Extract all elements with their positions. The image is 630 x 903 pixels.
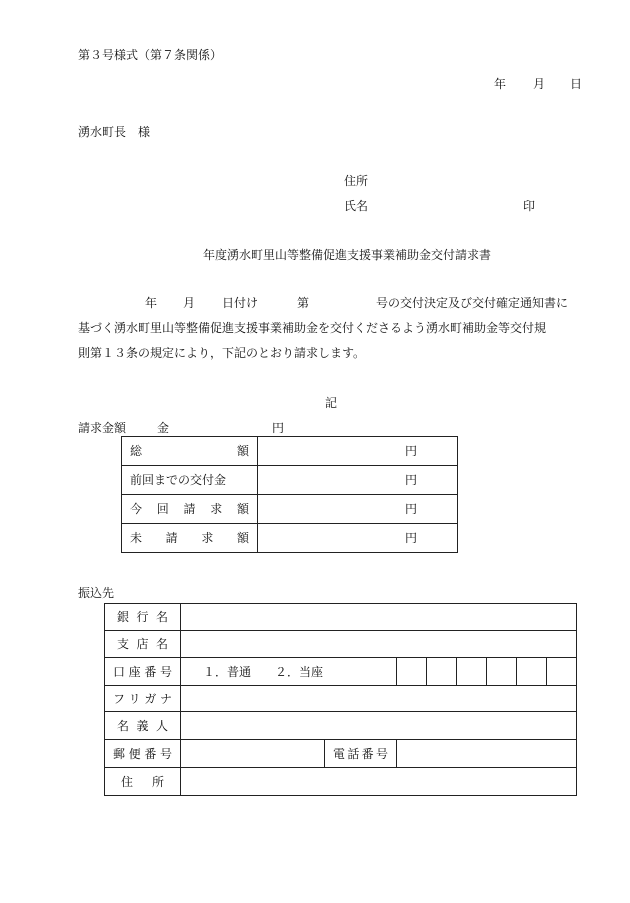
body-line1-rest: 号の交付決定及び交付確定通知書に [376,296,569,310]
document-title: 年度湧水町里山等整備促進支援事業補助金交付請求書 [203,248,492,262]
label-char: 番 [361,746,374,761]
bank-address-label [105,768,181,796]
holder-field[interactable] [181,712,577,740]
account-digit-box[interactable] [397,658,427,686]
label-char: 支 [117,637,130,651]
claim-row-previous [122,466,458,495]
label-char: 求 [201,531,214,545]
body-dai: 第 [297,296,310,310]
body-day: 日付け [222,296,259,310]
label-char: 銀 [117,610,130,624]
phone-field[interactable] [397,740,577,768]
body-year: 年 [145,296,158,310]
account-digit-box[interactable] [457,658,487,686]
furigana-row [105,686,577,712]
bank-table [104,603,577,796]
furigana-field[interactable] [181,686,577,712]
account-digit-box[interactable] [547,658,577,686]
label-char: 額 [236,531,249,545]
ki-label: 記 [325,396,338,410]
date-month-label: 月 [533,77,546,91]
label-char: 名 [155,610,168,624]
label-char: 回 [156,502,169,516]
label-char: 未 [130,531,143,545]
label-char: 義 [136,718,149,733]
body-month: 月 [183,296,196,310]
postal-field[interactable] [181,740,325,768]
label-char: 便 [128,746,141,761]
label-char: 総 [130,444,143,458]
account-digit-box[interactable] [517,658,547,686]
label-char: 今 [130,502,143,516]
label-char: 番 [144,746,157,761]
seal-mark: 印 [523,199,536,213]
label-char: 番 [144,664,157,679]
label-char: 号 [375,746,388,761]
label-char: 所 [151,774,164,789]
branch-row [105,631,577,658]
bank-name-row [105,604,577,631]
claim-table [121,436,458,553]
address-label: 住所 [344,174,369,188]
postal-label [105,740,181,768]
claim-current-amount-field[interactable] [258,495,458,524]
holder-label [105,712,181,740]
bank-address-field[interactable] [181,768,577,796]
account-type-current[interactable]: ２．当座 [275,664,324,679]
claim-amount-label: 請求金額 [78,421,127,435]
label-char: 人 [155,718,168,733]
label-char: 住 [121,774,134,789]
claim-row-current [122,495,458,524]
claim-yen: 円 [272,421,285,435]
bank-name-label [105,604,181,631]
label-char: 名 [155,637,168,651]
postal-phone-row [105,740,577,768]
claim-kin: 金 [157,421,170,435]
phone-label [325,740,397,768]
label-char: 請 [183,502,196,516]
label-char: 額 [236,444,249,458]
label-char: 店 [136,637,149,651]
label-char: 額 [236,502,249,516]
bank-name-field[interactable] [181,604,577,631]
label-char: ガ [144,691,157,706]
account-number-label [105,658,181,686]
branch-label [105,631,181,658]
account-digit-box[interactable] [427,658,457,686]
label-char: リ [128,691,141,706]
claim-unclaimed-amount-field[interactable] [258,524,458,553]
holder-row [105,712,577,740]
yen-unit: 円 [404,531,417,545]
claim-row-label [122,495,258,524]
label-char: 座 [128,664,141,679]
claim-row-label [122,466,258,495]
label-char: 求 [210,502,223,516]
body-line2: 基づく湧水町里山等整備促進支援事業補助金を交付くださるよう湧水町補助金等交付規 [78,321,547,335]
addressee: 湧水町長 様 [78,125,151,139]
yen-unit: 円 [404,502,417,516]
furigana-label [105,686,181,712]
name-label: 氏名 [344,199,369,213]
branch-field[interactable] [181,631,577,658]
label-char: 名 [117,718,130,733]
claim-row-unclaimed [122,524,458,553]
date-day-label: 日 [570,77,583,91]
account-row [105,658,577,686]
label-char: 郵 [113,746,126,761]
body-line3: 則第１３条の規定により，下記のとおり請求します。 [78,346,366,360]
account-type-ordinary[interactable]: １．普通 [203,664,252,679]
claim-row-total [122,437,458,466]
account-digit-box[interactable] [487,658,517,686]
form-number: 第３号様式（第７条関係） [78,48,223,62]
label-char: ナ [159,691,172,706]
claim-previous-amount-field[interactable] [258,466,458,495]
label-text: 前回までの交付金 [130,473,227,487]
label-char: 号 [159,746,172,761]
label-char: 行 [136,610,149,624]
claim-row-label [122,524,258,553]
label-char: 号 [159,664,172,679]
yen-unit: 円 [404,444,417,458]
date-year-label: 年 [494,77,507,91]
claim-row-label [122,437,258,466]
label-char: 話 [347,746,360,761]
yen-unit: 円 [404,473,417,487]
account-type-field[interactable] [181,658,397,686]
label-char: フ [113,691,126,706]
bank-heading: 振込先 [78,586,115,600]
claim-total-amount-field[interactable] [258,437,458,466]
label-char: 口 [113,664,126,679]
label-char: 請 [165,531,178,545]
label-char: 電 [333,746,346,761]
address-row [105,768,577,796]
